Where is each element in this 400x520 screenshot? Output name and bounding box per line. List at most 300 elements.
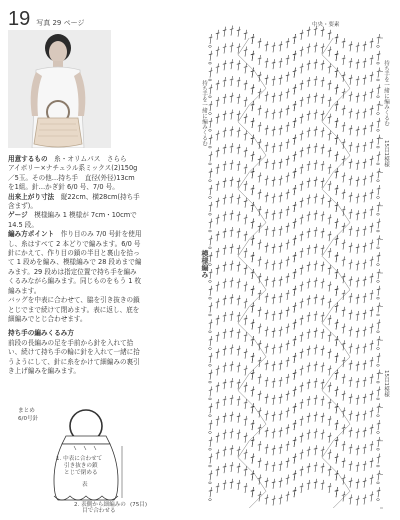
instruction-text: 作り目のみ 7/0 号針を使用 xyxy=(54,230,142,239)
stitch-mark xyxy=(265,176,269,186)
stitch-mark xyxy=(328,483,332,493)
stitch-mark xyxy=(265,377,269,387)
stitch-mark xyxy=(237,295,241,305)
stitch-mark xyxy=(272,496,276,506)
stitch-mark xyxy=(349,360,353,370)
stitch-mark xyxy=(328,248,332,258)
stitch-mark xyxy=(216,265,220,275)
stitch-mark xyxy=(237,362,241,372)
stitch-mark xyxy=(223,312,227,322)
stitch-mark xyxy=(356,328,360,338)
stitch-mark xyxy=(265,360,269,370)
stitch-mark xyxy=(265,125,269,135)
stitch-mark xyxy=(251,319,255,329)
stitch-mark xyxy=(314,110,318,120)
stitch-mark xyxy=(377,185,381,195)
stitch-mark xyxy=(370,89,374,99)
stitch-mark xyxy=(300,366,304,376)
stitch-mark xyxy=(377,269,381,279)
stitch-mark xyxy=(272,126,276,136)
stitch-mark xyxy=(349,478,353,488)
stitch-mark xyxy=(272,445,276,455)
stitch-mark xyxy=(370,189,374,199)
stitch-mark xyxy=(230,462,234,472)
stitch-mark xyxy=(349,176,353,186)
stitch-mark xyxy=(272,244,276,254)
stitch-mark xyxy=(251,437,255,447)
stitch-mark xyxy=(377,420,381,430)
stitch-mark xyxy=(363,461,367,471)
stitch-mark xyxy=(314,395,318,405)
stitch-mark xyxy=(293,387,297,397)
stitch-mark xyxy=(244,63,248,73)
stitch-mark xyxy=(314,244,318,254)
stitch-mark xyxy=(286,139,290,149)
stitch-mark xyxy=(349,411,353,421)
instruction-heading: ゲージ xyxy=(8,211,28,220)
stitch-mark xyxy=(272,429,276,439)
stitch-mark xyxy=(300,47,304,57)
instruction-text: 模様編み 1 模様が 7cm・10cmで xyxy=(27,211,137,220)
stitch-mark xyxy=(307,195,311,205)
stitch-mark xyxy=(237,262,241,272)
stitch-mark xyxy=(286,38,290,48)
stitch-mark xyxy=(265,159,269,169)
stitch-mark xyxy=(314,177,318,187)
stitch-mark xyxy=(314,412,318,422)
chain-mark xyxy=(377,465,380,467)
stitch-mark xyxy=(272,110,276,120)
stitch-mark xyxy=(335,235,339,245)
stitch-mark xyxy=(300,483,304,493)
stitch-mark xyxy=(377,387,381,397)
stitch-mark xyxy=(216,97,220,107)
stitch-mark xyxy=(216,231,220,241)
chain-mark xyxy=(209,146,212,148)
chain-mark xyxy=(377,381,380,383)
instruction-line xyxy=(8,155,194,164)
stitch-mark xyxy=(363,343,367,353)
stitch-mark xyxy=(244,349,248,359)
stitch-mark xyxy=(265,192,269,202)
stitch-mark xyxy=(272,261,276,271)
stitch-mark xyxy=(363,411,367,421)
stitch-mark xyxy=(223,362,227,372)
stitch-mark xyxy=(265,427,269,437)
stitch-mark xyxy=(307,144,311,154)
stitch-mark xyxy=(321,262,325,272)
stitch-mark xyxy=(300,181,304,191)
stitch-mark xyxy=(265,260,269,270)
stitch-mark xyxy=(251,353,255,363)
chain-mark xyxy=(377,297,380,299)
stitch-mark xyxy=(216,181,220,191)
stitch-mark xyxy=(216,198,220,208)
stitch-mark xyxy=(370,340,374,350)
chart-top-label: 中央・要素 xyxy=(312,22,340,28)
stitch-mark xyxy=(349,343,353,353)
stitch-mark xyxy=(230,244,234,254)
stitch-mark xyxy=(279,327,283,337)
stitch-mark xyxy=(244,265,248,275)
stitch-mark xyxy=(244,466,248,476)
stitch-mark xyxy=(349,142,353,152)
instruction-line xyxy=(8,240,194,249)
stitch-mark xyxy=(279,159,283,169)
stitch-mark xyxy=(279,142,283,152)
stitch-mark xyxy=(377,135,381,145)
instruction-text: 含まず)。 xyxy=(8,202,37,211)
stitch-mark xyxy=(356,462,360,472)
stitch-mark xyxy=(356,294,360,304)
stitch-mark xyxy=(272,328,276,338)
stitch-mark xyxy=(314,194,318,204)
stitch-mark xyxy=(356,210,360,220)
stitch-mark xyxy=(223,178,227,188)
instruction-line xyxy=(8,164,194,173)
stitch-mark xyxy=(209,286,213,296)
repeat-label-bottom: 15目1模様 xyxy=(383,370,389,397)
stitch-mark xyxy=(321,430,325,440)
stitch-mark xyxy=(328,181,332,191)
stitch-mark xyxy=(314,445,318,455)
stitch-mark xyxy=(307,77,311,87)
stitch-mark xyxy=(349,159,353,169)
stitch-mark xyxy=(300,466,304,476)
stitch-mark xyxy=(272,345,276,355)
stitch-mark xyxy=(272,227,276,237)
stitch-mark xyxy=(223,413,227,423)
chain-mark xyxy=(209,364,212,366)
stitch-mark xyxy=(216,214,220,224)
stitch-mark xyxy=(272,160,276,170)
stitch-mark xyxy=(349,92,353,102)
stitch-mark xyxy=(377,202,381,212)
stitch-mark xyxy=(216,63,220,73)
stitch-mark xyxy=(377,336,381,346)
instruction-line xyxy=(8,258,194,267)
stitch-mark xyxy=(314,143,318,153)
stitch-mark xyxy=(223,446,227,456)
stitch-mark xyxy=(321,60,325,70)
stitch-mark xyxy=(349,125,353,135)
stitch-mark xyxy=(335,152,339,162)
stitch-mark xyxy=(258,38,262,48)
stitch-mark xyxy=(244,248,248,258)
stitch-mark xyxy=(286,458,290,468)
stitch-mark xyxy=(363,125,367,135)
stitch-mark xyxy=(349,276,353,286)
stitch-mark xyxy=(370,324,374,334)
stitch-mark xyxy=(272,412,276,422)
instruction-text: ／5玉。その他…持ち手 直径(外径)13cm xyxy=(8,173,135,182)
stitch-mark xyxy=(356,177,360,187)
stitch-mark xyxy=(321,27,325,37)
stitch-mark xyxy=(349,209,353,219)
step2-label: 2. 表側から細編みの xyxy=(74,502,126,508)
stitch-mark xyxy=(230,261,234,271)
stitch-mark xyxy=(279,444,283,454)
stitch-mark xyxy=(216,366,220,376)
stitch-mark xyxy=(209,403,213,413)
stitch-mark xyxy=(265,58,269,68)
stitch-mark xyxy=(223,329,227,339)
instruction-heading: 用意するもの xyxy=(8,155,48,163)
stitch-mark xyxy=(307,312,311,322)
stitch-mark xyxy=(342,189,346,199)
chain-mark xyxy=(377,415,380,417)
stitch-mark xyxy=(209,219,213,229)
stitch-mark xyxy=(244,47,248,57)
stitch-mark xyxy=(321,127,325,137)
stitch-mark xyxy=(342,458,346,468)
stitch-mark xyxy=(328,63,332,73)
stitch-mark xyxy=(251,252,255,262)
stitch-mark xyxy=(272,395,276,405)
stitch-mark xyxy=(370,290,374,300)
stitch-mark xyxy=(307,446,311,456)
stitch-mark xyxy=(370,273,374,283)
stitch-mark xyxy=(265,461,269,471)
stitch-mark xyxy=(209,319,213,329)
stitch-mark xyxy=(237,60,241,70)
stitch-mark xyxy=(216,399,220,409)
stitch-mark xyxy=(293,353,297,363)
instruction-text: て 1 段めを編み、模様編みで 28 段めまで編 xyxy=(8,258,142,267)
stitch-mark xyxy=(230,42,234,52)
chain-mark xyxy=(209,62,212,64)
stitch-mark xyxy=(370,38,374,48)
stitch-mark xyxy=(314,311,318,321)
stitch-mark xyxy=(265,310,269,320)
stitch-mark xyxy=(251,303,255,313)
stitch-mark xyxy=(272,462,276,472)
stitch-mark xyxy=(335,118,339,128)
chain-mark xyxy=(209,79,212,81)
stitch-mark xyxy=(251,84,255,94)
stitch-mark xyxy=(328,97,332,107)
stitch-mark xyxy=(265,343,269,353)
stitch-mark xyxy=(377,319,381,329)
stitch-mark xyxy=(223,161,227,171)
chain-mark xyxy=(209,213,212,215)
stitch-mark xyxy=(279,125,283,135)
stitch-mark xyxy=(265,293,269,303)
stitch-mark xyxy=(244,114,248,124)
stitch-mark xyxy=(363,310,367,320)
stitch-mark xyxy=(349,192,353,202)
stitch-mark xyxy=(286,424,290,434)
stitch-mark xyxy=(370,441,374,451)
stitch-mark xyxy=(286,189,290,199)
stitch-mark xyxy=(349,58,353,68)
chain-mark xyxy=(377,197,380,199)
stitch-mark xyxy=(230,412,234,422)
stitch-mark xyxy=(342,256,346,266)
stitch-mark xyxy=(335,84,339,94)
stitch-mark xyxy=(377,152,381,162)
stitch-mark xyxy=(349,327,353,337)
stitch-mark xyxy=(244,80,248,90)
stitch-mark xyxy=(244,483,248,493)
stitch-mark xyxy=(216,315,220,325)
instruction-line xyxy=(8,277,194,286)
stitch-mark xyxy=(356,160,360,170)
stitch-mark xyxy=(279,377,283,387)
stitch-mark xyxy=(286,240,290,250)
stitch-mark xyxy=(328,131,332,141)
stitch-mark xyxy=(363,360,367,370)
stitch-mark xyxy=(293,420,297,430)
stitch-mark xyxy=(356,277,360,287)
instruction-line xyxy=(8,211,194,220)
stitch-mark xyxy=(328,231,332,241)
stitch-mark xyxy=(258,240,262,250)
stitch-mark xyxy=(286,72,290,82)
stitch-mark xyxy=(237,211,241,221)
stitch-mark xyxy=(279,209,283,219)
stitch-mark xyxy=(265,478,269,488)
stitch-mark xyxy=(237,144,241,154)
stitch-mark xyxy=(328,114,332,124)
chain-mark xyxy=(209,113,212,115)
stitch-mark xyxy=(265,411,269,421)
needle-label: 6/0号針 xyxy=(18,416,39,422)
stitch-mark xyxy=(363,495,367,505)
stitch-mark xyxy=(370,156,374,166)
stitch-mark xyxy=(209,235,213,245)
stitch-mark xyxy=(370,240,374,250)
stitch-mark xyxy=(244,332,248,342)
stitch-mark xyxy=(321,94,325,104)
crochet-chart xyxy=(196,20,396,515)
stitch-mark xyxy=(335,437,339,447)
chain-mark xyxy=(209,96,212,98)
chain-mark xyxy=(209,230,212,232)
chain-mark xyxy=(209,499,212,501)
stitch-mark xyxy=(223,211,227,221)
stitch-mark xyxy=(370,223,374,233)
stitch-mark xyxy=(293,252,297,262)
instruction-text: 14.5 段。 xyxy=(8,220,38,229)
stitch-mark xyxy=(300,332,304,342)
handle-line: い、続けて持ち手の輪に針を入れて一緒に拾 xyxy=(8,348,140,357)
stitch-mark xyxy=(230,210,234,220)
stitch-mark xyxy=(251,168,255,178)
stitch-mark xyxy=(258,324,262,334)
chain-mark xyxy=(377,348,380,350)
instruction-line xyxy=(8,268,194,277)
chain-mark xyxy=(377,280,380,282)
stitch-mark xyxy=(286,89,290,99)
stitch-mark xyxy=(328,214,332,224)
stitch-mark xyxy=(216,282,220,292)
chain-mark xyxy=(377,364,380,366)
instruction-line xyxy=(8,296,194,305)
stitch-mark xyxy=(349,310,353,320)
stitch-mark xyxy=(314,361,318,371)
stitch-mark xyxy=(307,60,311,70)
stitch-mark xyxy=(223,60,227,70)
stitch-mark xyxy=(300,30,304,40)
stitch-mark xyxy=(258,105,262,115)
stitch-mark xyxy=(356,311,360,321)
stitch-mark xyxy=(286,408,290,418)
stitch-mark xyxy=(251,185,255,195)
stitch-mark xyxy=(293,336,297,346)
stitch-mark xyxy=(251,101,255,111)
stitch-mark xyxy=(328,332,332,342)
page-header xyxy=(8,8,84,31)
stitch-mark xyxy=(286,391,290,401)
stitch-mark xyxy=(286,290,290,300)
instruction-line xyxy=(8,174,194,183)
stitch-mark xyxy=(307,480,311,490)
stitch-mark xyxy=(307,211,311,221)
stitch-mark xyxy=(230,227,234,237)
stitch-mark xyxy=(377,219,381,229)
instruction-text: 編みます。 xyxy=(8,286,41,295)
stitch-mark xyxy=(251,219,255,229)
stitch-mark xyxy=(377,487,381,497)
stitch-mark xyxy=(293,470,297,480)
stitch-mark xyxy=(279,192,283,202)
stitch-mark xyxy=(349,427,353,437)
stitch-mark xyxy=(321,463,325,473)
stitch-mark xyxy=(314,42,318,52)
stitch-mark xyxy=(279,427,283,437)
stitch-mark xyxy=(328,449,332,459)
stitch-mark xyxy=(230,76,234,86)
stitch-mark xyxy=(321,413,325,423)
stitch-mark xyxy=(356,445,360,455)
stitch-mark xyxy=(293,101,297,111)
instruction-text: くるみながら編みます。同じものをもう 1 枚 xyxy=(8,277,142,286)
stitch-mark xyxy=(314,160,318,170)
handle-line: き上げ編みを編みます。 xyxy=(8,366,81,375)
stitch-mark xyxy=(237,195,241,205)
stitch-mark xyxy=(216,433,220,443)
instruction-heading: 出来上がり寸法 xyxy=(8,192,55,201)
stitch-mark xyxy=(251,487,255,497)
stitch-mark xyxy=(230,395,234,405)
stitch-mark xyxy=(279,92,283,102)
stitch-mark xyxy=(209,135,213,145)
stitch-mark xyxy=(349,461,353,471)
handle-note-right: 持ち手を一緒に編みくるむ xyxy=(383,60,389,126)
stitch-mark xyxy=(230,445,234,455)
stitch-mark xyxy=(370,122,374,132)
chain-mark xyxy=(209,381,212,383)
stitch-mark xyxy=(363,176,367,186)
handle-instructions xyxy=(8,339,194,377)
stitch-mark xyxy=(209,353,213,363)
stitch-mark xyxy=(223,379,227,389)
stitch-mark xyxy=(279,394,283,404)
stitch-mark xyxy=(356,496,360,506)
stitch-mark xyxy=(300,349,304,359)
stitch-mark xyxy=(286,357,290,367)
stitch-mark xyxy=(230,26,234,36)
stitch-mark xyxy=(293,454,297,464)
stitch-mark xyxy=(265,276,269,286)
stitch-mark xyxy=(370,408,374,418)
stitch-mark xyxy=(328,80,332,90)
chart-symbols xyxy=(196,20,396,515)
stitch-mark xyxy=(321,480,325,490)
stitch-mark xyxy=(251,370,255,380)
product-photo xyxy=(8,30,111,148)
